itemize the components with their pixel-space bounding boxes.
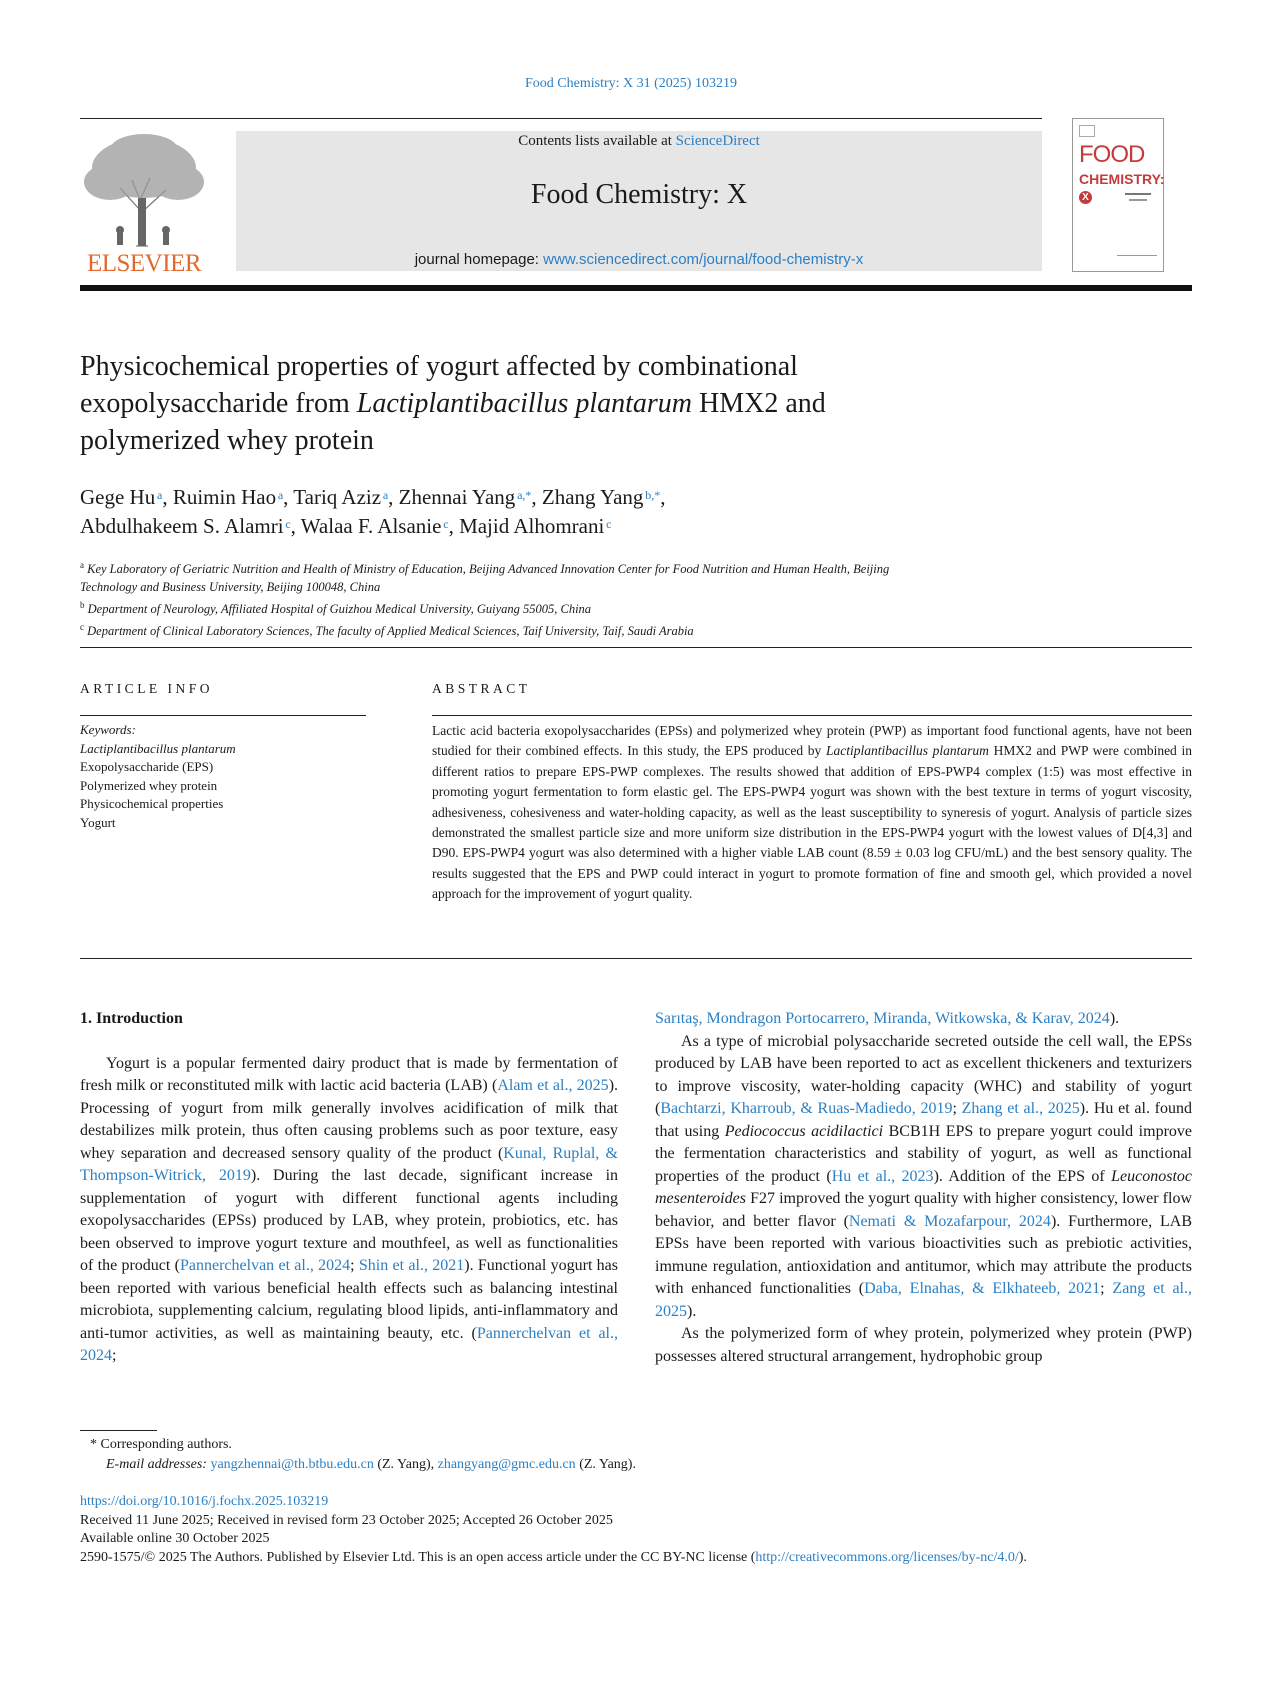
title-line-2 [80, 385, 960, 422]
affiliation-text: Key Laboratory of Geriatric Nutrition and Health of Ministry of Education, Beijing Advanced Innovation Center for Food Nutrition and Human Health, Beijing [87, 562, 890, 577]
license-link[interactable]: http://creativecommons.org/licenses/by-nc/4.0/ [755, 1549, 1019, 1565]
license-text: 2590-1575/© 2025 The Authors. Published by Elsevier Ltd. This is an open access article under the CC BY-NC license ( [80, 1549, 756, 1565]
body-text: ; [112, 1347, 117, 1364]
keyword[interactable]: Physicochemical properties [80, 796, 224, 811]
cover-x-badge: X [1079, 191, 1092, 204]
body-text: ). [687, 1302, 697, 1320]
citation-link[interactable]: Kunal, Ruplal, & Thompson-Witrick, 2019 [80, 1144, 619, 1184]
article-info-heading: ARTICLE INFO [80, 681, 214, 696]
citation-link[interactable]: Daba, Elnahas, & Elkhateeb, 2021 [864, 1280, 1101, 1297]
license-line [80, 1549, 1192, 1568]
author-affiliation-mark[interactable]: c [443, 517, 449, 531]
keyword[interactable]: Polymerized whey protein [80, 777, 218, 793]
author[interactable] [399, 485, 542, 509]
affiliation-text: Department of Neurology, Affiliated Hospital of Guizhou Medical University, Guiyang 55005, China [87, 602, 592, 617]
title-text: exopolysaccharide from [80, 388, 357, 419]
author-affiliation-mark[interactable]: a,* [517, 488, 532, 502]
body-text: ). Processing of yogurt from milk generally involves acidification of milk that destabilizes milk protein, thus often causing problems such as poor texture, easy whey separation and decreased sensory quality of the product ( [80, 1077, 619, 1162]
affiliation-item [80, 556, 1080, 578]
citation-link[interactable]: Zang et al., 2025 [655, 1280, 1192, 1320]
journal-title: Food Chemistry: X [530, 179, 748, 210]
author[interactable] [293, 485, 398, 509]
author-sep: , [162, 485, 173, 509]
abstract-rule [432, 715, 1192, 716]
affiliation-mark: c [80, 622, 84, 633]
contents-prefix: Contents lists available at [518, 133, 676, 149]
affiliations [80, 556, 1080, 640]
affiliation-mark: a [80, 560, 84, 570]
body-text: Yogurt is a popular fermented dairy product that is made by fermentation of fresh milk or reconstituted milk with lactic acid bacteria (LAB) ( [80, 1054, 618, 1094]
cover-text-line [1125, 193, 1151, 195]
author-affiliation-mark[interactable]: a [157, 488, 163, 502]
body-paragraph [655, 1008, 1192, 1031]
body-text: ; [952, 1100, 962, 1117]
author-affiliation-mark[interactable]: c [285, 517, 291, 531]
author-name: Gege Hu [80, 485, 156, 509]
citation-link[interactable]: Hu et al., 2023 [831, 1167, 934, 1185]
abstract-heading: ABSTRACT [432, 681, 531, 696]
affiliation-text: Department of Clinical Laboratory Sciences, The faculty of Applied Medical Sciences, Taif University, Taif, Saudi Arabia [87, 624, 694, 639]
abstract-text [432, 721, 1192, 905]
cover-footer-line [1117, 255, 1157, 256]
species-name: Pediococcus acidilactici [724, 1122, 884, 1140]
author-name: Majid Alhomrani [459, 514, 605, 538]
cover-chemistry-word [1079, 171, 1165, 204]
abstract-species: Lactiplantibacillus plantarum [825, 743, 989, 759]
author[interactable] [173, 485, 293, 509]
body-text: ). Addition of the EPS of [933, 1167, 1112, 1185]
author-sep: , [283, 485, 294, 509]
author-list [80, 483, 1080, 541]
abstract-body: HMX2 and PWP were combined in different ratios to prepare EPS-PWP complexes. The results showed that addition of EPS-PWP4 complex (1:5) was most effective in promoting yogurt fermentation to form elastic gel. The EPS-PWP4 yogurt was shown with the best texture in terms of yogurt viscosity, adhesiveness, cohesiveness and water-holding capacity, as well as the least susceptibility to syneresis of yogurt. Analysis of particle sizes demonstrated the smallest particle size and more uniform size distribution in the EPS-PWP4 yogurt with the lowest values of D[4,3] and D90. EPS-PWP4 yogurt was also determined with a higher viable LAB count (8.59 ± 0.03 log CFU/mL) and the best sensory quality. The results suggested that the EPS and PWP could interact in yogurt to promote formation of fine and smooth gel, which provided a novel approach for the improvement of yogurt quality. [432, 743, 1192, 902]
email-owner: (Z. Yang). [575, 1457, 636, 1472]
author-name: Walaa F. Alsanie [300, 514, 442, 538]
keywords-label: Keywords: [80, 722, 136, 737]
species-name: Leuconostoc mesenteroides [655, 1167, 1192, 1207]
affiliation-item [80, 578, 1080, 596]
author-sep: , [290, 514, 301, 538]
body-text: As a type of microbial polysaccharide secreted outside the cell wall, the EPSs produced by LAB have been reported to act as excellent thickeners and texturizers to improve viscosity, water-holding capacity (WHC) and stability of yogurt ( [655, 1032, 1192, 1117]
available-date: Available online 30 October 2025 [80, 1531, 270, 1546]
license-text: ). [1018, 1549, 1027, 1565]
body-column-right [655, 1008, 1192, 1368]
email-line [80, 1455, 1180, 1475]
keyword[interactable]: Exopolysaccharide (EPS) [80, 759, 214, 774]
elsevier-tree-icon [80, 130, 208, 248]
cover-food-word: FOOD [1079, 141, 1145, 168]
cover-emblem-icon [1079, 125, 1095, 137]
abstract-end-rule [80, 958, 1192, 959]
affiliation-rule [80, 647, 1192, 648]
body-paragraph [80, 1053, 618, 1368]
keywords-block [80, 721, 370, 832]
citation-link[interactable]: Zhang et al., 2025 [961, 1100, 1080, 1117]
journal-citation[interactable] [0, 76, 1262, 92]
journal-banner [236, 131, 1042, 271]
citation-link[interactable]: Shin et al., 2021 [358, 1257, 465, 1274]
citation-link[interactable]: Bachtarzi, Kharroub, & Ruas-Madiedo, 2019 [660, 1100, 953, 1117]
author-sep: , [388, 485, 399, 509]
publisher-wordmark: ELSEVIER [86, 250, 202, 277]
author-name: Ruimin Hao [172, 485, 277, 509]
body-paragraph [655, 1031, 1192, 1324]
homepage-line [236, 251, 1042, 268]
citation-link[interactable]: Alam et al., 2025 [497, 1077, 609, 1094]
body-text: ). During the last decade, significant increase in supplementation of yogurt with different functional agents including exopolysaccharides (EPSs) produced by LAB, whey protein, probiotics, etc. has been observed to improve yogurt texture and mouthfeel, as well as functionalities of the product ( [80, 1167, 619, 1274]
author-affiliation-mark[interactable]: a [382, 488, 389, 502]
cover-chem-text: CHEMISTRY: [1079, 171, 1165, 187]
body-paragraph: As the polymerized form of whey protein, polymerized whey protein (PWP) possesses altered structural arrangement, hydrophobic group [655, 1325, 1192, 1365]
header-thick-rule [80, 285, 1192, 291]
section-heading-introduction: 1. Introduction [80, 1010, 183, 1027]
author-name: Zhennai Yang [398, 485, 516, 509]
header-rule [80, 118, 1042, 119]
author[interactable] [80, 485, 173, 509]
author[interactable] [542, 485, 666, 509]
author-affiliation-mark[interactable]: c [606, 517, 612, 531]
body-text: F27 improved the yogurt quality with higher consistency, lower flow behavior, and better flavor ( [655, 1190, 1192, 1230]
journal-cover-thumbnail[interactable] [1072, 118, 1164, 272]
footnote [80, 1435, 1180, 1475]
citation-link[interactable]: Pannerchelvan et al., 2024 [80, 1324, 619, 1364]
footnote-rule [80, 1430, 157, 1431]
keyword[interactable]: Yogurt [80, 814, 116, 830]
author-affiliation-mark[interactable]: b,* [645, 488, 661, 502]
body-text: ). Hu et al. found that using [655, 1100, 1192, 1140]
title-line-1: Physicochemical properties of yogurt affected by combinational [80, 351, 798, 382]
email-link[interactable]: zhangyang@gmc.edu.cn [437, 1457, 576, 1472]
author[interactable] [459, 514, 611, 538]
info-rule [80, 715, 366, 716]
corresponding-note: * Corresponding authors. [90, 1437, 232, 1452]
affiliation-mark: b [80, 600, 85, 611]
author[interactable] [301, 514, 459, 538]
citation-link[interactable]: Food Chemistry: X 31 (2025) 103219 [525, 76, 737, 91]
cover-text-line [1129, 199, 1147, 201]
author-sep: , [660, 485, 666, 509]
article-title [80, 348, 960, 459]
affiliation-item [80, 596, 1080, 618]
email-owner: (Z. Yang), [373, 1457, 438, 1472]
title-species: Lactiplantibacillus plantarum [356, 388, 693, 419]
citation-link[interactable]: Sarıtaş, Mondragon Portocarrero, Miranda, Witkowska, & Karav, 2024 [655, 1010, 1110, 1027]
contents-line [236, 133, 1042, 150]
author-sep: , [448, 514, 460, 538]
title-line-3: polymerized whey protein [80, 425, 374, 456]
email-link[interactable]: yangzhennai@th.btbu.edu.cn [210, 1457, 374, 1472]
author-sep: , [531, 485, 542, 509]
homepage-link[interactable]: www.sciencedirect.com/journal/food-chemistry-x [543, 251, 864, 268]
sciencedirect-link[interactable]: ScienceDirect [675, 133, 760, 149]
email-label: E-mail addresses: [106, 1457, 211, 1472]
author[interactable] [80, 514, 301, 538]
article-meta [80, 1493, 1192, 1567]
affiliation-item [80, 618, 1080, 640]
body-column-left [80, 1008, 618, 1368]
doi-link[interactable]: https://doi.org/10.1016/j.fochx.2025.103219 [80, 1494, 329, 1509]
citation-link[interactable]: Pannerchelvan et al., 2024 [179, 1257, 351, 1274]
received-dates: Received 11 June 2025; Received in revised form 23 October 2025; Accepted 26 October 2025 [80, 1512, 613, 1528]
body-text: ). Functional yogurt has been reported with various beneficial health effects such as balancing intestinal microbiota, supplementing calcium, regulating blood lipids, anti-inflammatory and anti-tumor activities, as well as maintaining beauty, etc. ( [80, 1257, 619, 1342]
author-name: Abdulhakeem S. Alamri [80, 514, 284, 538]
elsevier-logo[interactable] [80, 130, 208, 278]
body-text: ). [1109, 1010, 1120, 1027]
keyword[interactable]: Lactiplantibacillus plantarum [80, 740, 236, 756]
body-text: ). Furthermore, LAB EPSs have been reported with various bioactivities such as prebiotic activities, immune regulation, antioxidation and antitumor, which may attribute the products with enhanced functionalities ( [655, 1212, 1192, 1297]
author-name: Tariq Aziz [293, 485, 382, 509]
affiliation-text: Technology and Business University, Beijing 100048, China [80, 580, 381, 595]
author-affiliation-mark[interactable]: a [277, 488, 284, 502]
author-name: Zhang Yang [541, 485, 644, 509]
citation-link[interactable]: Nemati & Mozafarpour, 2024 [848, 1212, 1051, 1230]
title-text: HMX2 and [692, 388, 826, 419]
homepage-prefix: journal homepage: [414, 251, 544, 268]
abstract-body: Lactic acid bacteria exopolysaccharides (EPSs) and polymerized whey protein (PWP) as important food functional agents, have not been studied for their combined effects. In this study, the EPS produced by [432, 723, 1192, 759]
body-text: BCB1H EPS to prepare yogurt could improve the fermentation characteristics and stability of yogurt, as well as functional properties of the product ( [655, 1122, 1192, 1185]
body-text: ; [350, 1257, 359, 1274]
body-text: ; [1100, 1280, 1113, 1297]
